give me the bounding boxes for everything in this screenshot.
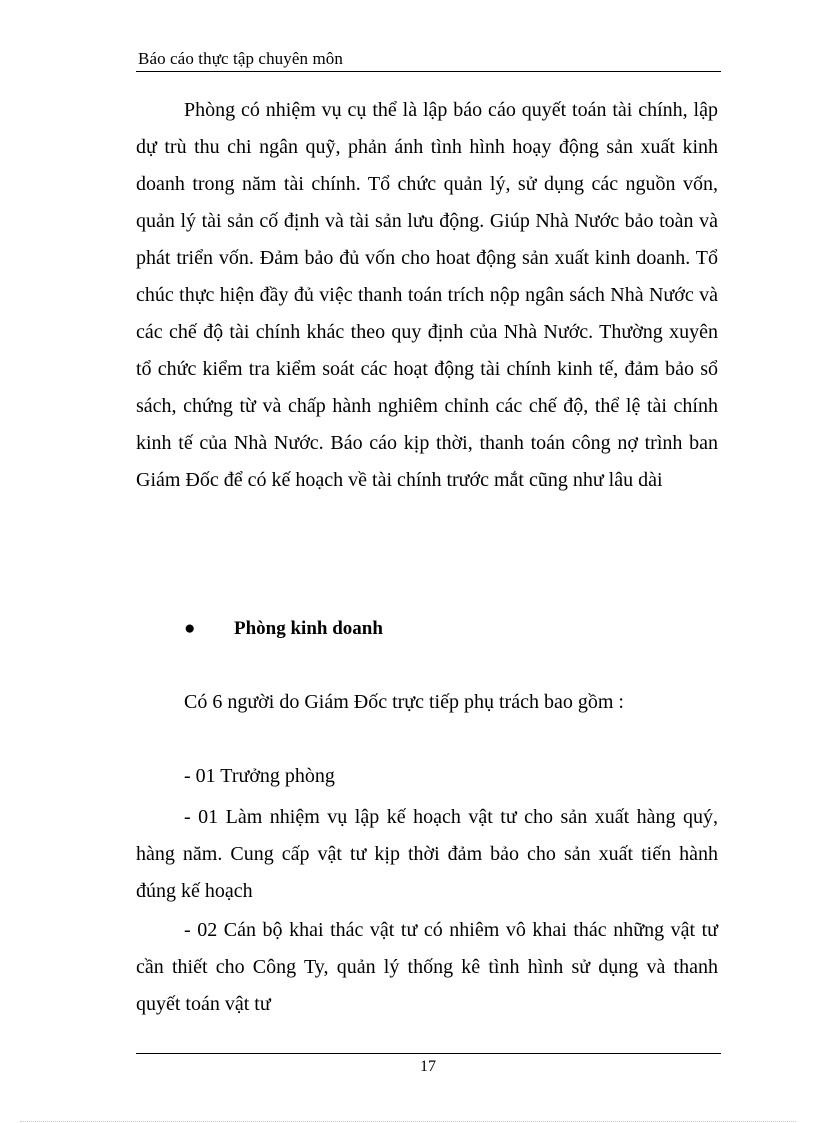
header-divider: [136, 71, 721, 72]
paragraph-finance-duties: Phòng có nhiệm vụ cụ thể là lập báo cáo quyết toán tài chính, lập dự trù thu chi ngân quỹ, phản ánh tình hình hoạy động sản xuất kinh doanh trong năm tài chính. Tổ chức quản lý, sử dụng các nguồn vốn, quản lý tài sản cố định và tài sản lưu động. Giúp Nhà Nước bảo toàn và phát triển vốn. Đảm bảo đủ vốn cho hoat động sản xuất kinh doanh. Tổ chúc thực hiện đầy đủ việc thanh toán trích nộp ngân sách Nhà Nước và các chế độ tài chính khác theo quy định của Nhà Nước. Thường xuyên tổ chức kiểm tra kiểm soát các hoạt động tài chính kinh tế, đảm bảo sổ sách, chứng từ và chấp hành nghiêm chỉnh các chế độ, thể lệ tài chính kinh tế của Nhà Nước. Báo cáo kịp thời, thanh toán công nợ trình ban Giám Đốc để có kế hoạch về tài chính trước mắt cũng như lâu dài: [136, 99, 718, 491]
page-bottom-edge: [20, 1121, 796, 1122]
list-item-procurement-officers: - 02 Cán bộ khai thác vật tư có nhiêm vô khai thác những vật tư cần thiết cho Công Ty, quản lý thống kê tình hình sử dụng và thanh quyết toán vật tư: [136, 919, 718, 1015]
page-number: 17: [420, 1058, 436, 1075]
list-item-head-of-department: - 01 Trưởng phòng: [184, 765, 335, 787]
list-item-planning-officer: - 01 Làm nhiệm vụ lập kế hoạch vật tư cho sản xuất hàng quý, hàng năm. Cung cấp vật tư kịp thời đảm bảo cho sản xuất tiến hành đúng kế hoạch: [136, 806, 718, 902]
running-header-title: Báo cáo thực tập chuyên môn: [138, 49, 343, 68]
paragraph-staff-count: Có 6 người do Giám Đốc trực tiếp phụ trách bao gồm :: [184, 691, 624, 713]
bullet-icon: ●: [184, 618, 196, 639]
footer-divider: [136, 1053, 721, 1054]
section-heading-row: [184, 610, 383, 647]
section-heading: Phòng kinh doanh: [234, 618, 383, 639]
